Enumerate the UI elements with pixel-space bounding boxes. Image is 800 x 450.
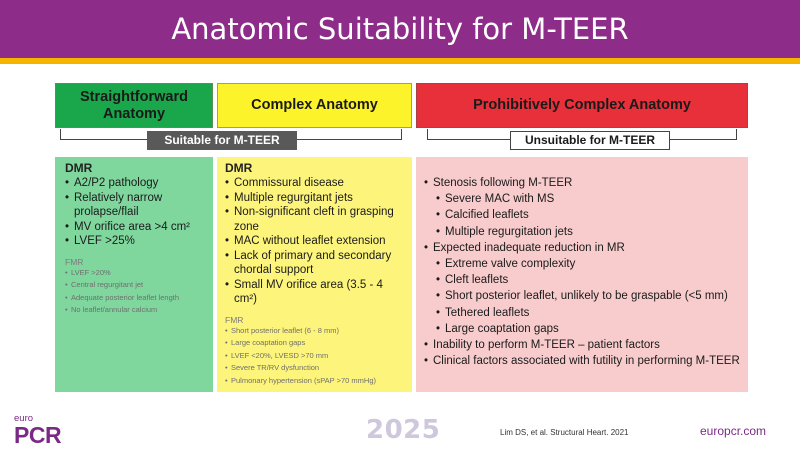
- dmr-heading: DMR: [65, 161, 93, 175]
- list-item: • LVEF >20%: [65, 267, 207, 280]
- list-subitem: • Short posterior leaflet, unlikely to be graspable (<5 mm): [424, 288, 742, 304]
- list-item: • LVEF >25%: [65, 234, 207, 249]
- fmr-list: [225, 325, 408, 388]
- list-item: • A2/P2 pathology: [65, 176, 207, 191]
- dmr-list: [65, 176, 207, 249]
- list-subitem: • Severe MAC with MS: [424, 191, 742, 207]
- list-item: • Inability to perform M-TEER – patient factors: [424, 337, 742, 353]
- list-item: • Pulmonary hypertension (sPAP >70 mmHg): [225, 375, 408, 388]
- list-subitem: • Tethered leaflets: [424, 305, 742, 321]
- logo-euro-text: euro: [14, 413, 34, 424]
- list-item: • Relatively narrow prolapse/flail: [65, 191, 207, 220]
- list-item: • Central regurgitant jet: [65, 279, 207, 292]
- header-straightforward-anatomy: Straightforward Anatomy: [55, 83, 213, 128]
- website-link[interactable]: europcr.com: [700, 424, 767, 438]
- complex-criteria-box: [217, 157, 412, 392]
- list-item: • Lack of primary and secondary chordal support: [225, 249, 408, 278]
- list-item: • LVEF <20%, LVESD >70 mm: [225, 350, 408, 363]
- straightforward-criteria-box: [55, 157, 213, 392]
- slide-title: Anatomic Suitability for M-TEER: [171, 12, 629, 46]
- list-item: • Expected inadequate reduction in MR: [424, 240, 742, 256]
- logo-pcr-text: PCR: [14, 422, 62, 448]
- dmr-list: [225, 176, 408, 307]
- list-item: • Stenosis following M-TEER: [424, 175, 742, 191]
- title-accent-stripe: [0, 58, 800, 64]
- list-item: • Non-significant cleft in grasping zone: [225, 205, 408, 234]
- header-prohibitively-complex-anatomy: Prohibitively Complex Anatomy: [416, 83, 748, 128]
- list-item: • MV orifice area >4 cm²: [65, 220, 207, 235]
- list-item: • Severe TR/RV dysfunction: [225, 362, 408, 375]
- list-item: • Small MV orifice area (3.5 - 4 cm²): [225, 278, 408, 307]
- list-item: • Commissural disease: [225, 176, 408, 191]
- list-subitem: • Multiple regurgitation jets: [424, 224, 742, 240]
- list-subitem: • Calcified leaflets: [424, 207, 742, 223]
- fmr-heading: FMR: [225, 314, 244, 325]
- dmr-heading: DMR: [225, 161, 253, 175]
- list-subitem: • Large coaptation gaps: [424, 321, 742, 337]
- suitable-label: Suitable for M-TEER: [147, 131, 297, 150]
- list-subitem: • Extreme valve complexity: [424, 256, 742, 272]
- list-item: • Adequate posterior leaflet length: [65, 292, 207, 305]
- list-item: • MAC without leaflet extension: [225, 234, 408, 249]
- list-item: • Multiple regurgitant jets: [225, 191, 408, 206]
- prohibitive-criteria-box: [416, 157, 748, 392]
- list-subitem: • Cleft leaflets: [424, 272, 742, 288]
- prohibitive-list: [424, 175, 742, 369]
- unsuitable-label: Unsuitable for M-TEER: [510, 131, 670, 150]
- list-item: • Clinical factors associated with futility in performing M-TEER: [424, 353, 742, 369]
- year-label: 2025: [366, 415, 441, 445]
- fmr-list: [65, 267, 207, 317]
- list-item: • Short posterior leaflet (6 - 8 mm): [225, 325, 408, 338]
- list-item: • No leaflet/annular calcium: [65, 304, 207, 317]
- fmr-heading: FMR: [65, 256, 84, 267]
- citation: Lim DS, et al. Structural Heart. 2021: [500, 428, 629, 437]
- header-complex-anatomy: Complex Anatomy: [217, 83, 412, 128]
- list-item: • Large coaptation gaps: [225, 337, 408, 350]
